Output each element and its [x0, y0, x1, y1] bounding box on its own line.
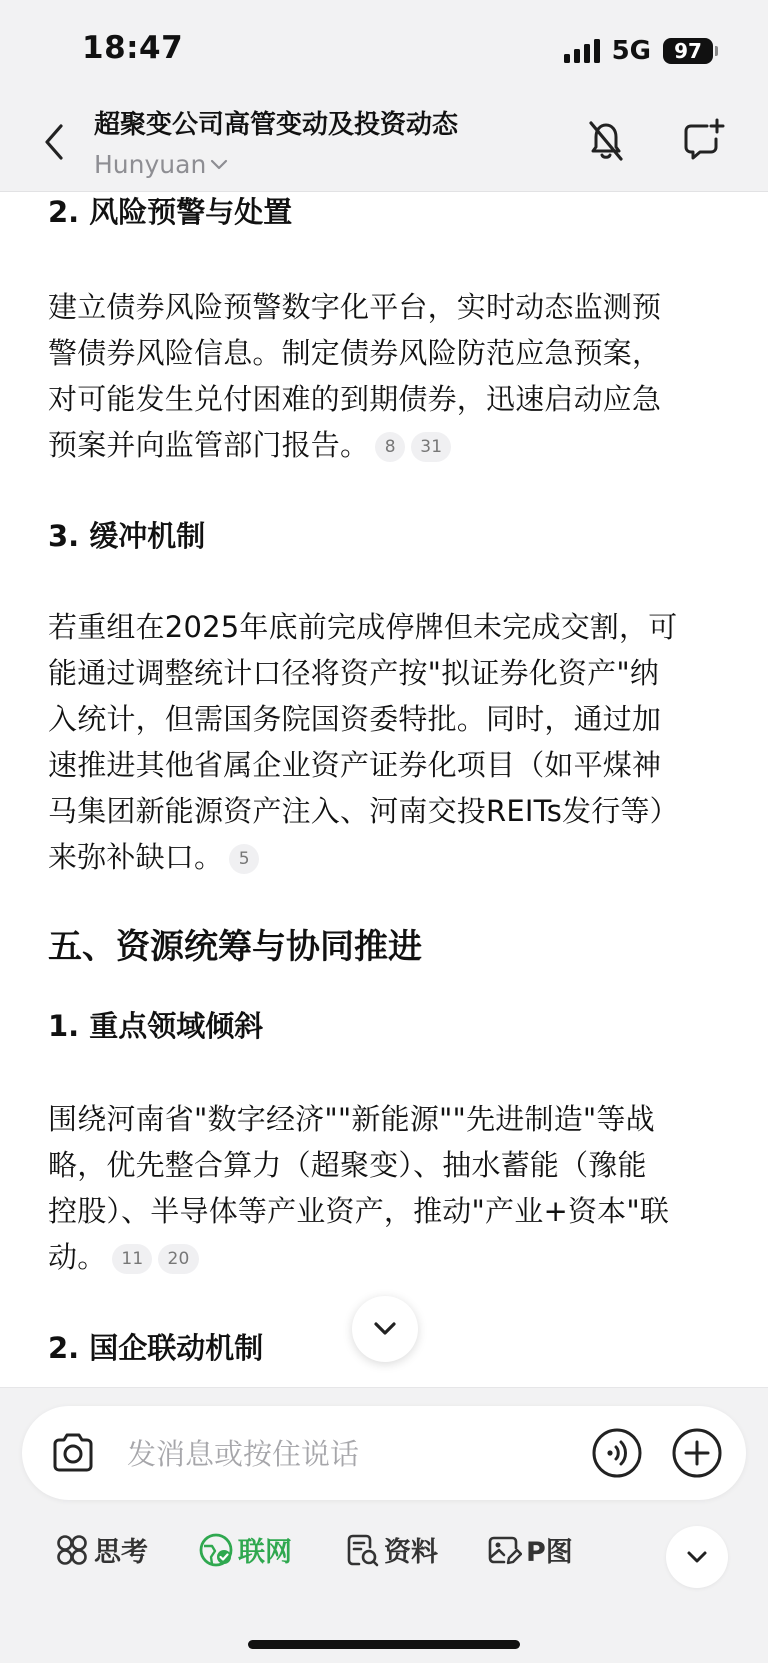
camera-button[interactable] [48, 1428, 98, 1478]
text-line: 对可能发生兑付困难的到期债券，迅速启动应急 [48, 382, 662, 416]
text-span: 预案并向监管部门报告。 [48, 428, 370, 462]
text-span: 来弥补缺口。 [48, 840, 224, 874]
tool-image-edit[interactable] [486, 1530, 573, 1569]
message-content [0, 192, 768, 1387]
image-edit-icon [486, 1532, 522, 1568]
paragraph [48, 604, 720, 880]
paragraph [48, 1096, 720, 1280]
scroll-to-bottom-button[interactable] [352, 1296, 418, 1362]
camera-icon [49, 1432, 97, 1474]
text-line: 略，优先整合算力（超聚变）、抽水蓄能（豫能 [48, 1148, 647, 1182]
citation-badge[interactable]: 5 [229, 844, 259, 874]
tool-label: P图 [526, 1537, 573, 1568]
mute-button[interactable] [580, 114, 632, 166]
text-line [48, 834, 720, 880]
new-chat-button[interactable] [676, 114, 728, 166]
plus-icon [671, 1427, 723, 1479]
message-input[interactable]: 发消息或按住说话 [127, 1437, 360, 1471]
citation-badge[interactable]: 8 [375, 432, 405, 462]
text-line: 速推进其他省属企业资产证券化项目（如平煤神 [48, 748, 662, 782]
chevron-left-icon [41, 122, 67, 162]
tool-web-search[interactable] [198, 1530, 292, 1569]
citation-badge[interactable]: 11 [112, 1244, 152, 1274]
tool-documents[interactable] [344, 1530, 438, 1569]
back-button[interactable] [34, 116, 74, 168]
text-line: 围绕河南省"数字经济""新能源""先进制造"等战 [48, 1102, 655, 1136]
text-line: 能通过调整统计口径将资产按"拟证券化资产"纳 [48, 656, 660, 690]
status-bar [0, 0, 768, 100]
citation-badge[interactable]: 20 [158, 1244, 198, 1274]
battery-level: 97 [663, 38, 713, 64]
new-chat-icon [679, 117, 725, 163]
tool-bar [0, 1524, 768, 1584]
chat-header [0, 100, 768, 192]
section-heading: 2. 风险预警与处置 [48, 195, 293, 229]
text-line: 若重组在2025年底前完成停牌但未完成交割，可 [48, 610, 678, 644]
section-title: 五、资源统筹与协同推进 [48, 927, 422, 967]
section-heading: 3. 缓冲机制 [48, 519, 206, 553]
text-line: 建立债券风险预警数字化平台，实时动态监测预 [48, 290, 662, 324]
expand-tools-button[interactable] [666, 1526, 728, 1588]
chat-title: 超聚变公司高管变动及投资动态 [94, 110, 459, 140]
section-heading: 1. 重点领域倾斜 [48, 1009, 264, 1043]
think-icon [54, 1532, 90, 1568]
chevron-down-icon [210, 159, 228, 171]
document-icon [344, 1532, 380, 1568]
tool-think[interactable] [54, 1530, 148, 1569]
bell-off-icon [583, 117, 629, 163]
battery-icon [663, 38, 718, 64]
text-line [48, 422, 720, 468]
citation-badge[interactable]: 31 [411, 432, 451, 462]
model-selector[interactable] [94, 150, 228, 179]
home-indicator [248, 1640, 520, 1649]
tool-label: 联网 [238, 1537, 292, 1568]
text-span: 动。 [48, 1240, 107, 1274]
status-indicators [564, 36, 718, 66]
chevron-down-icon [685, 1549, 709, 1565]
model-name: Hunyuan [94, 150, 207, 179]
tool-label: 思考 [94, 1537, 148, 1568]
paragraph [48, 284, 720, 468]
text-line [48, 1234, 720, 1280]
text-line: 马集团新能源资产注入、河南交投REITs发行等） [48, 794, 679, 828]
text-line: 控股）、半导体等产业资产，推动"产业+资本"联 [48, 1194, 670, 1228]
text-line: 警债券风险信息。制定债券风险防范应急预案， [48, 336, 662, 370]
voice-call-button[interactable] [590, 1426, 644, 1480]
chevron-down-icon [372, 1320, 398, 1338]
section-heading: 2. 国企联动机制 [48, 1331, 264, 1365]
voice-call-icon [591, 1427, 643, 1479]
message-input-bar[interactable] [22, 1406, 746, 1500]
network-type: 5G [611, 36, 651, 66]
signal-icon [564, 39, 600, 63]
status-time: 18:47 [82, 30, 184, 66]
plus-button[interactable] [670, 1426, 724, 1480]
tool-label: 资料 [384, 1537, 438, 1568]
composer-area [0, 1387, 768, 1663]
globe-icon [198, 1532, 234, 1568]
text-line: 入统计，但需国务院国资委特批。同时，通过加 [48, 702, 662, 736]
